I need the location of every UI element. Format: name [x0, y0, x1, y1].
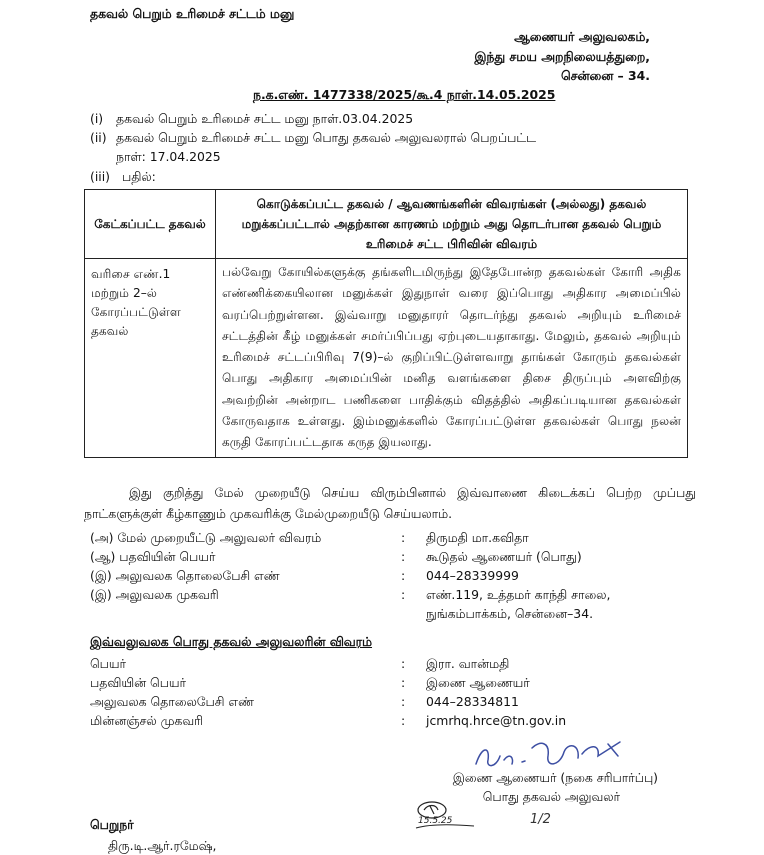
appellate-value-4: எண்.119, உத்தமர் காந்தி சாலை,	[426, 587, 611, 602]
appellate-label-1: (அ) மேல் முறையீட்டு அலுவலர் விவரம்	[90, 530, 322, 545]
appellate-value-2: கூடுதல் ஆணையர் (பொது)	[426, 549, 582, 564]
table-row	[85, 259, 688, 458]
table-header-row	[85, 190, 688, 259]
pio-label-2: பதவியின் பெயர்	[90, 675, 187, 690]
recipient-heading: பெறுநர்	[90, 817, 134, 832]
appellate-label-4: (இ) அலுவலக முகவரி	[90, 587, 219, 602]
pio-colon-3: :	[401, 694, 406, 709]
table-head-provided: கொடுக்கப்பட்ட தகவல் / ஆவணங்களின் விவரங்கள் (அல்லது) தகவல் மறுக்கப்பட்டால் அதற்கான காரணம் மற்றும் அது தொடர்பான தகவல் பெறும் உரிமைச் சட்ட பிரிவின் விவரம்	[216, 190, 688, 259]
pio-label-1: பெயர்	[90, 656, 126, 671]
pio-value-3: 044–28334811	[426, 694, 519, 709]
pio-heading: இவ்வலுவலக பொது தகவல் அலுவலரின் விவரம்	[90, 634, 373, 649]
appeal-paragraph: இது குறித்து மேல் முறையீடு செய்ய விரும்பினால் இவ்வாணை கிடைக்கப் பெற்ற முப்பது நாட்களுக்குள் கீழ்காணும் முகவரிக்கு மேல்முறையீடு செய்யலாம்.	[84, 485, 696, 521]
ref-num-3: (iii)	[90, 169, 110, 184]
table-cell-requested: வரிசை எண்.1 மற்றும் 2–ல் கோரப்பட்டுள்ள தகவல்	[85, 259, 216, 458]
ref-num-2: (ii)	[90, 130, 107, 145]
pio-label-3: அலுவலக தொலைபேசி எண்	[90, 694, 254, 709]
appellate-label-3: (இ) அலுவலக தொலைபேசி எண்	[90, 568, 280, 583]
table-head-requested: கேட்கப்பட்ட தகவல்	[85, 190, 216, 259]
initials-date: 15.5.25	[418, 816, 453, 826]
appellate-value-1: திருமதி மா.கவிதா	[426, 530, 529, 545]
appellate-label-2: (ஆ) பதவியின் பெயர்	[90, 549, 216, 564]
form-title: தகவல் பெறும் உரிமைச் சட்டம் மனு	[90, 6, 295, 21]
signature-title-2: பொது தகவல் அலுவலர்	[482, 789, 620, 804]
appellate-colon-3: :	[401, 568, 406, 583]
ref-num-1: (i)	[90, 111, 104, 126]
pio-colon-4: :	[401, 713, 406, 728]
appellate-value-4b: நுங்கம்பாக்கம், சென்னை–34.	[426, 606, 594, 621]
info-table	[84, 189, 688, 458]
pio-value-2: இணை ஆணையர்	[426, 675, 530, 690]
pio-value-1: இரா. வான்மதி	[426, 656, 510, 671]
pio-label-4: மின்னஞ்சல் முகவரி	[90, 713, 204, 728]
appellate-colon-4: :	[401, 587, 406, 602]
reference-number: ந.க.எண். 1477338/2025/கூ.4 நாள்.14.05.2025	[253, 87, 556, 102]
appellate-value-3: 044–28339999	[426, 568, 519, 583]
office-line-2: இந்து சமய அறநிலையத்துறை,	[474, 49, 650, 64]
office-line-1: ஆணையர் அலுவலகம்,	[514, 29, 650, 44]
page-fraction: 1/2	[530, 812, 551, 827]
ref-text-2: தகவல் பெறும் உரிமைச் சட்ட மனு பொது தகவல் அலுவலரால் பெறப்பட்ட	[116, 130, 537, 145]
pio-colon-2: :	[401, 675, 406, 690]
office-line-3: சென்னை – 34.	[560, 68, 650, 83]
appellate-colon-2: :	[401, 549, 406, 564]
pio-value-4: jcmrhq.hrce@tn.gov.in	[426, 713, 567, 728]
ref-text-2-date: நாள்: 17.04.2025	[116, 149, 221, 164]
ref-text-3: பதில்:	[122, 169, 156, 184]
ref-text-1: தகவல் பெறும் உரிமைச் சட்ட மனு நாள்.03.04.2025	[116, 111, 414, 126]
table-cell-response: பல்வேறு கோயில்களுக்கு தங்களிடமிருந்து இதேபோன்ற தகவல்கள் கோரி அதிக எண்ணிக்கையிலான மனுக்கள் இதுநாள் வரை இப்பொது அதிகார அமைப்பில் வரப்பெற்றுள்ளன. இவ்வாறு மனுதாரர் தொடர்ந்து தகவல் அறியும் உரிமைச் சட்டத்தின் கீழ் மனுக்கள் சமர்ப்பிப்பது ஏற்புடையதாகாது. மேலும், தகவல் அறியும் உரிமைச் சட்டப்பிரிவு 7(9)–ல் குறிப்பிட்டுள்ளவாறு தாங்கள் கோரும் தகவல்கள் பொது அதிகார அமைப்பின் மனித வளங்களை திசை திருப்பும் அளவிற்கு அவற்றின் அன்றாட பணிகளை பாதிக்கும் விதத்தில் அதிகப்படியான தகவல்கள் கோருவதாக உள்ளது. இம்மனுக்களில் கோரப்பட்டுள்ள தகவல்கள் பொது நலன் கருதி கோரப்பட்டதாக கருத இயலாது.	[216, 259, 688, 458]
signature-title-1: இணை ஆணையர் (நகை சரிபார்ப்பு)	[452, 770, 658, 785]
recipient-name: திரு.டி.ஆர்.ரமேஷ்,	[108, 838, 217, 853]
pio-colon-1: :	[401, 656, 406, 671]
appellate-colon-1: :	[401, 530, 406, 545]
signature-scribble	[470, 738, 640, 774]
